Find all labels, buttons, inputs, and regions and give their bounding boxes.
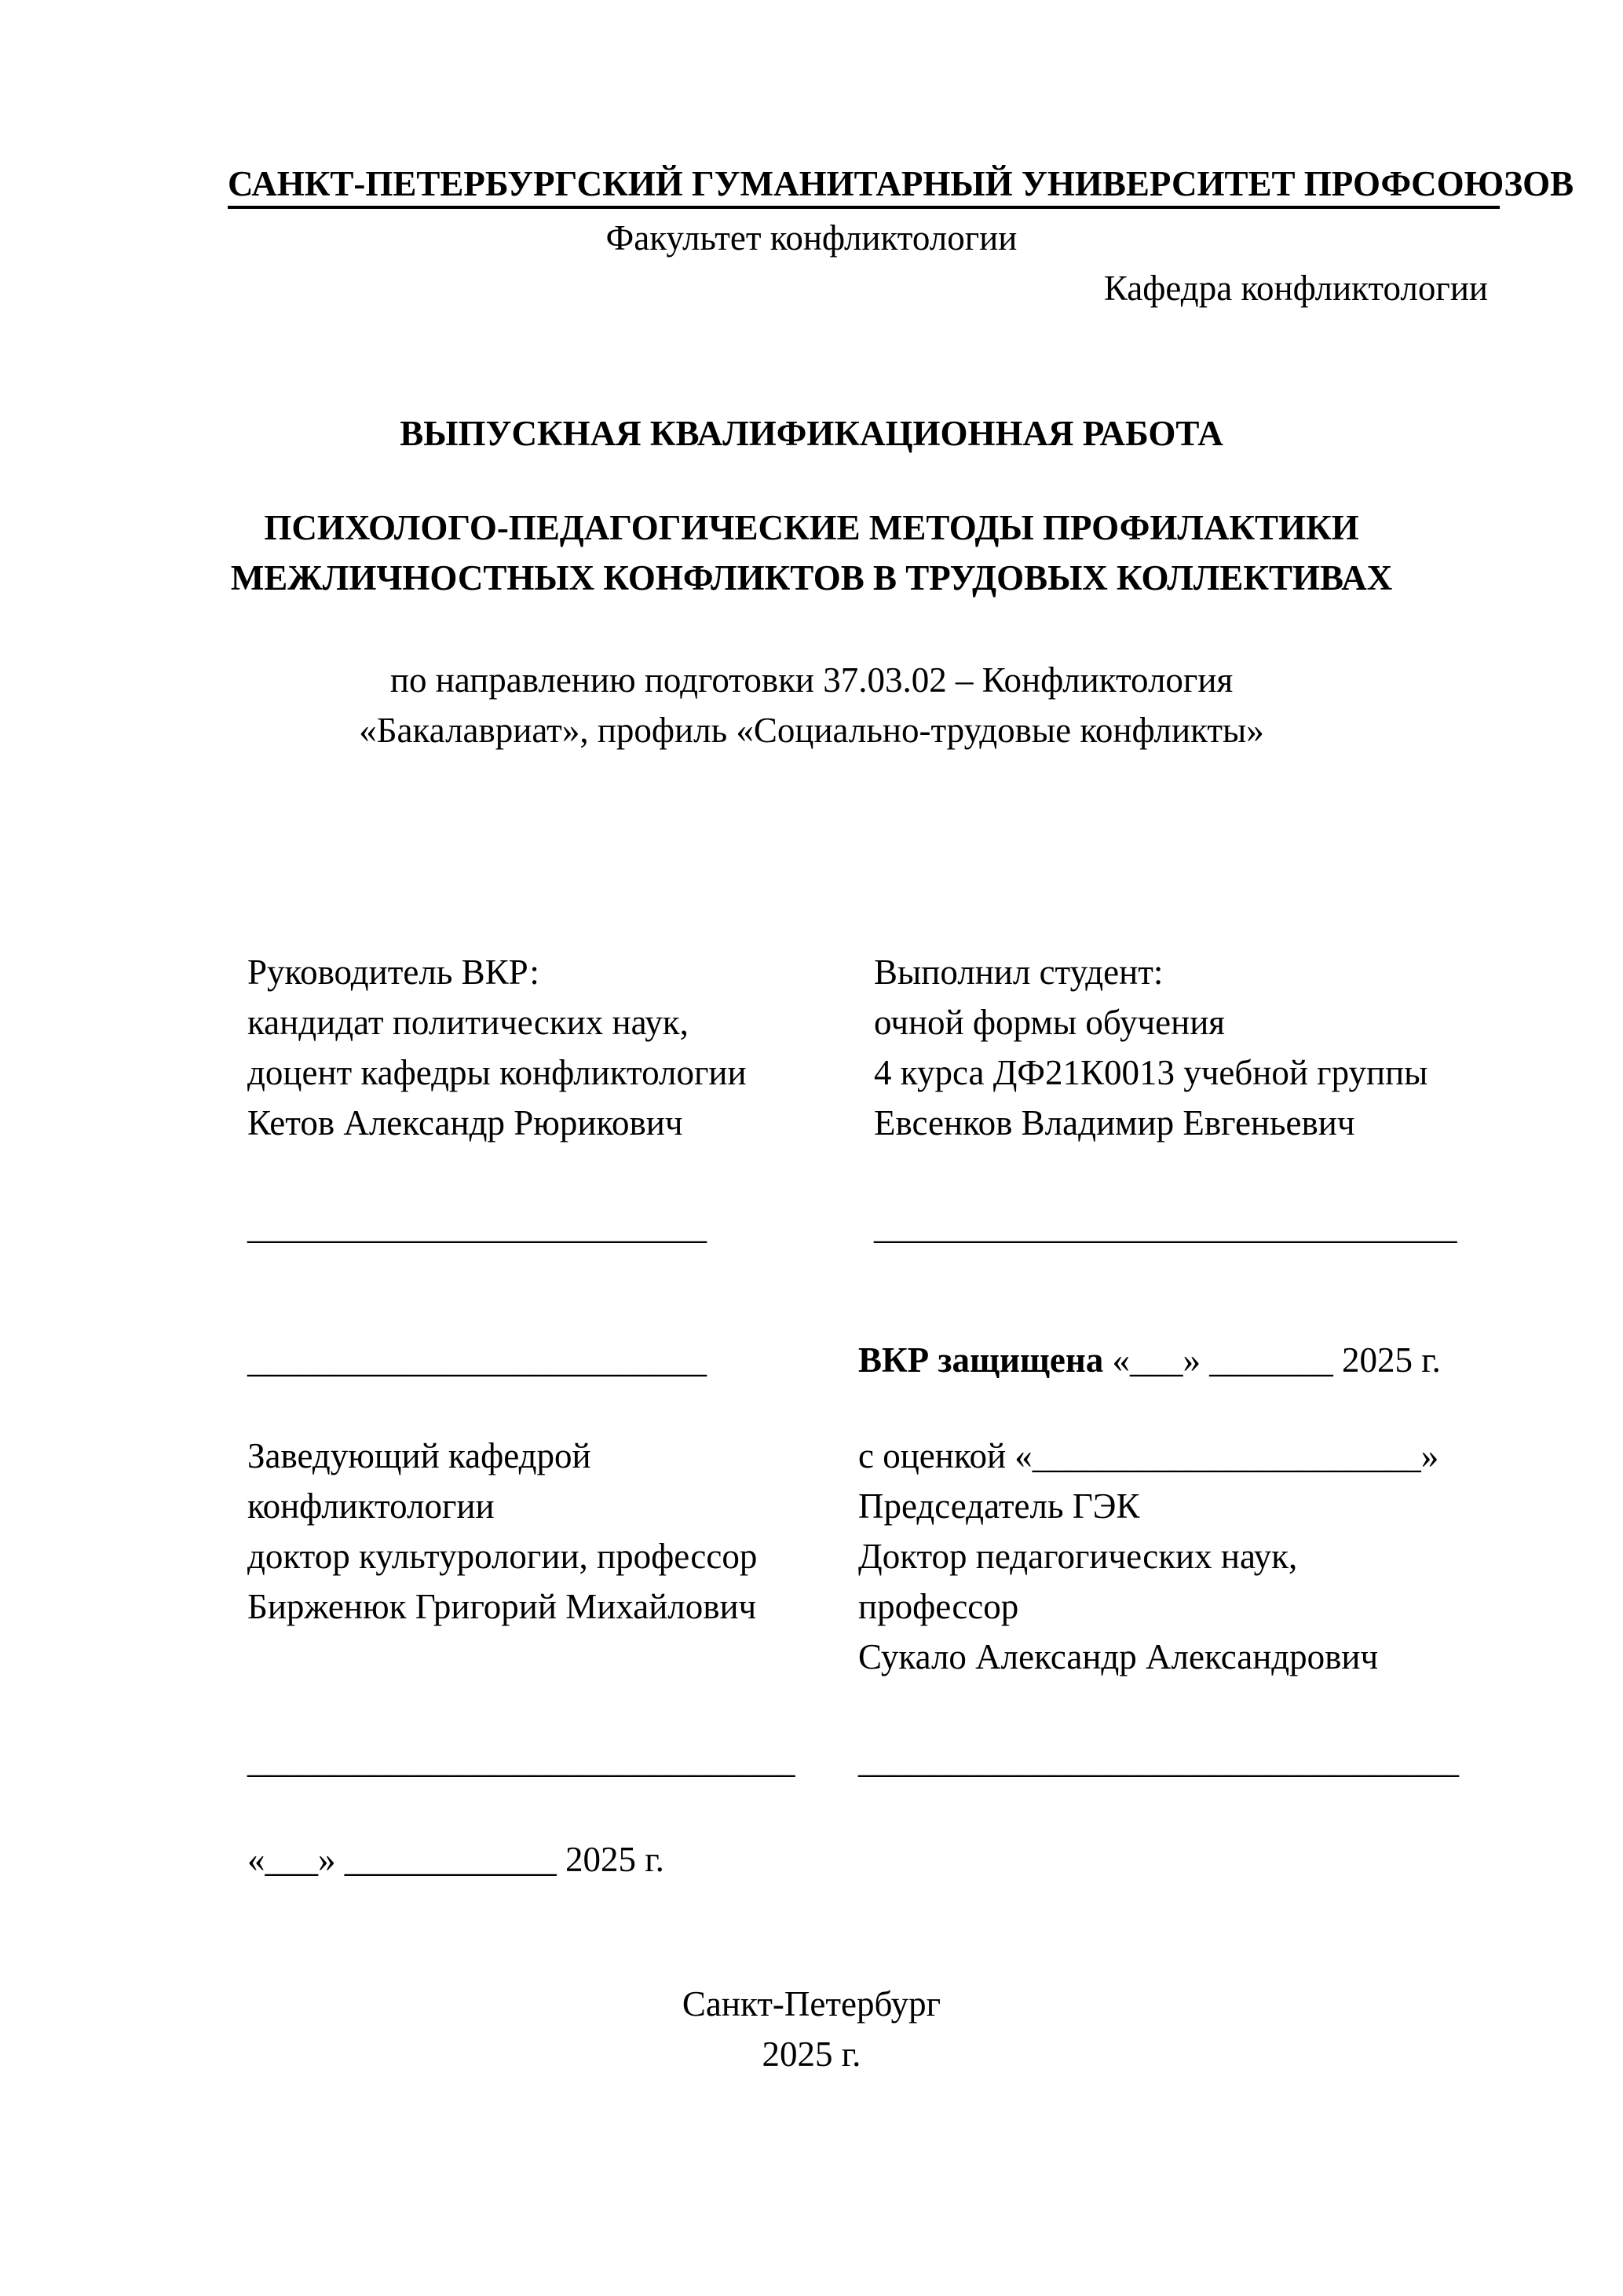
chairman-degree: Доктор педагогических наук, (858, 1537, 1298, 1576)
chairman-block (858, 1431, 1438, 1682)
student-name: Евсенков Владимир Евгеньевич (874, 1103, 1355, 1143)
chairman-name: Сукало Александр Александрович (858, 1637, 1379, 1676)
supervisor-degree: кандидат политических наук, (247, 1003, 689, 1042)
supervisor-name: Кетов Александр Рюрикович (247, 1103, 683, 1143)
head-of-department-block (247, 1431, 757, 1632)
student-form: очной формы обучения (874, 1003, 1225, 1042)
student-signature-line: _________________________________ (874, 1207, 1457, 1246)
university-name: САНКТ-ПЕТЕРБУРГСКИЙ ГУМАНИТАРНЫЙ УНИВЕРСИТЕТ ПРОФСОЮЗОВ (228, 164, 1574, 203)
chairman-signature-line: __________________________________ (858, 1741, 1459, 1780)
student-group: 4 курса ДФ21К0013 учебной группы (874, 1053, 1428, 1092)
blank-signature-line: __________________________ (247, 1340, 707, 1380)
supervisor-position: доцент кафедры конфликтологии (247, 1053, 747, 1092)
supervisor-block (247, 947, 747, 1148)
supervisor-signature-line: __________________________ (247, 1207, 707, 1246)
direction-line2: «Бакалавриат», профиль «Социально-трудовые конфликты» (359, 711, 1264, 750)
chairman-label: Председатель ГЭК (858, 1486, 1140, 1526)
header-rule (228, 206, 1500, 209)
student-block (874, 947, 1427, 1148)
date-line: «___» ____________ 2025 г. (247, 1840, 664, 1879)
student-label: Выполнил студент: (874, 952, 1164, 992)
defense-label: ВКР защищена (858, 1340, 1104, 1380)
thesis-title-line2: МЕЖЛИЧНОСТНЫХ КОНФЛИКТОВ В ТРУДОВЫХ КОЛЛЕКТИВАХ (230, 558, 1393, 598)
footer-city: Санкт-Петербург (682, 1984, 941, 2024)
defense-line (858, 1335, 1441, 1385)
head-label: Заведующий кафедрой (247, 1436, 591, 1475)
head-signature-line: _______________________________ (247, 1741, 795, 1780)
defense-grade: с оценкой «______________________» (858, 1436, 1439, 1475)
department-name: Кафедра конфликтологии (1103, 269, 1488, 308)
thesis-title-line1: ПСИХОЛОГО-ПЕДАГОГИЧЕСКИЕ МЕТОДЫ ПРОФИЛАКТИКИ (264, 508, 1359, 547)
supervisor-label: Руководитель ВКР: (247, 952, 539, 992)
head-degree: доктор культурологии, профессор (247, 1537, 758, 1576)
work-type: ВЫПУСКНАЯ КВАЛИФИКАЦИОННАЯ РАБОТА (400, 414, 1223, 453)
head-label2: конфликтологии (247, 1486, 495, 1526)
defense-date: «___» _______ 2025 г. (1103, 1340, 1441, 1380)
faculty-name: Факультет конфликтологии (605, 218, 1018, 258)
head-name: Бирженюк Григорий Михайлович (247, 1587, 757, 1626)
direction-line1: по направлению подготовки 37.03.02 – Конфликтология (389, 660, 1234, 700)
chairman-title: профессор (858, 1587, 1019, 1626)
footer-year: 2025 г. (762, 2035, 861, 2074)
